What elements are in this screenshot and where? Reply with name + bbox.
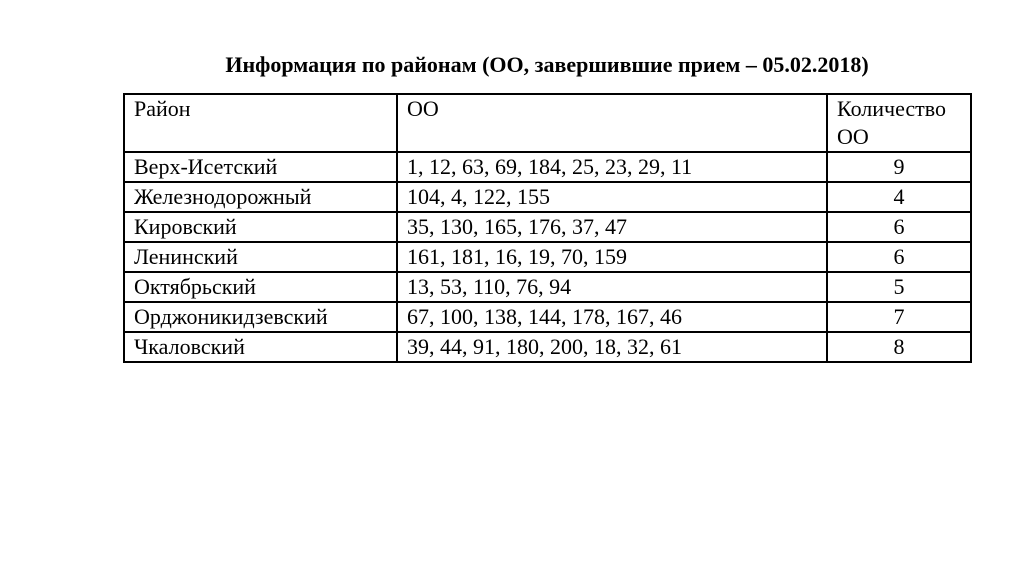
table-row [124, 212, 971, 242]
district-cell: Ленинский [124, 242, 397, 272]
table-row [124, 302, 971, 332]
schools-cell: 13, 53, 110, 76, 94 [397, 272, 827, 302]
table-row [124, 152, 971, 182]
header-district: Район [124, 94, 397, 152]
table-row [124, 182, 971, 212]
district-cell: Орджоникидзевский [124, 302, 397, 332]
schools-cell: 67, 100, 138, 144, 178, 167, 46 [397, 302, 827, 332]
count-cell: 7 [827, 302, 971, 332]
header-row [124, 94, 971, 152]
district-cell: Кировский [124, 212, 397, 242]
schools-cell: 1, 12, 63, 69, 184, 25, 23, 29, 11 [397, 152, 827, 182]
table-row [124, 272, 971, 302]
table-header [124, 94, 971, 152]
count-cell: 5 [827, 272, 971, 302]
districts-table [123, 93, 972, 363]
schools-cell: 104, 4, 122, 155 [397, 182, 827, 212]
count-cell: 4 [827, 182, 971, 212]
schools-cell: 35, 130, 165, 176, 37, 47 [397, 212, 827, 242]
district-cell: Верх-Исетский [124, 152, 397, 182]
schools-cell: 161, 181, 16, 19, 70, 159 [397, 242, 827, 272]
header-count: Количество ОО [827, 94, 971, 152]
header-schools: ОО [397, 94, 827, 152]
count-cell: 6 [827, 212, 971, 242]
district-cell: Октябрьский [124, 272, 397, 302]
district-cell: Железнодорожный [124, 182, 397, 212]
table-body [124, 152, 971, 362]
district-cell: Чкаловский [124, 332, 397, 362]
count-cell: 8 [827, 332, 971, 362]
count-cell: 6 [827, 242, 971, 272]
schools-cell: 39, 44, 91, 180, 200, 18, 32, 61 [397, 332, 827, 362]
table-row [124, 242, 971, 272]
page-title: Информация по районам (ОО, завершившие прием – 05.02.2018) [225, 52, 869, 77]
table-row [124, 332, 971, 362]
count-cell: 9 [827, 152, 971, 182]
